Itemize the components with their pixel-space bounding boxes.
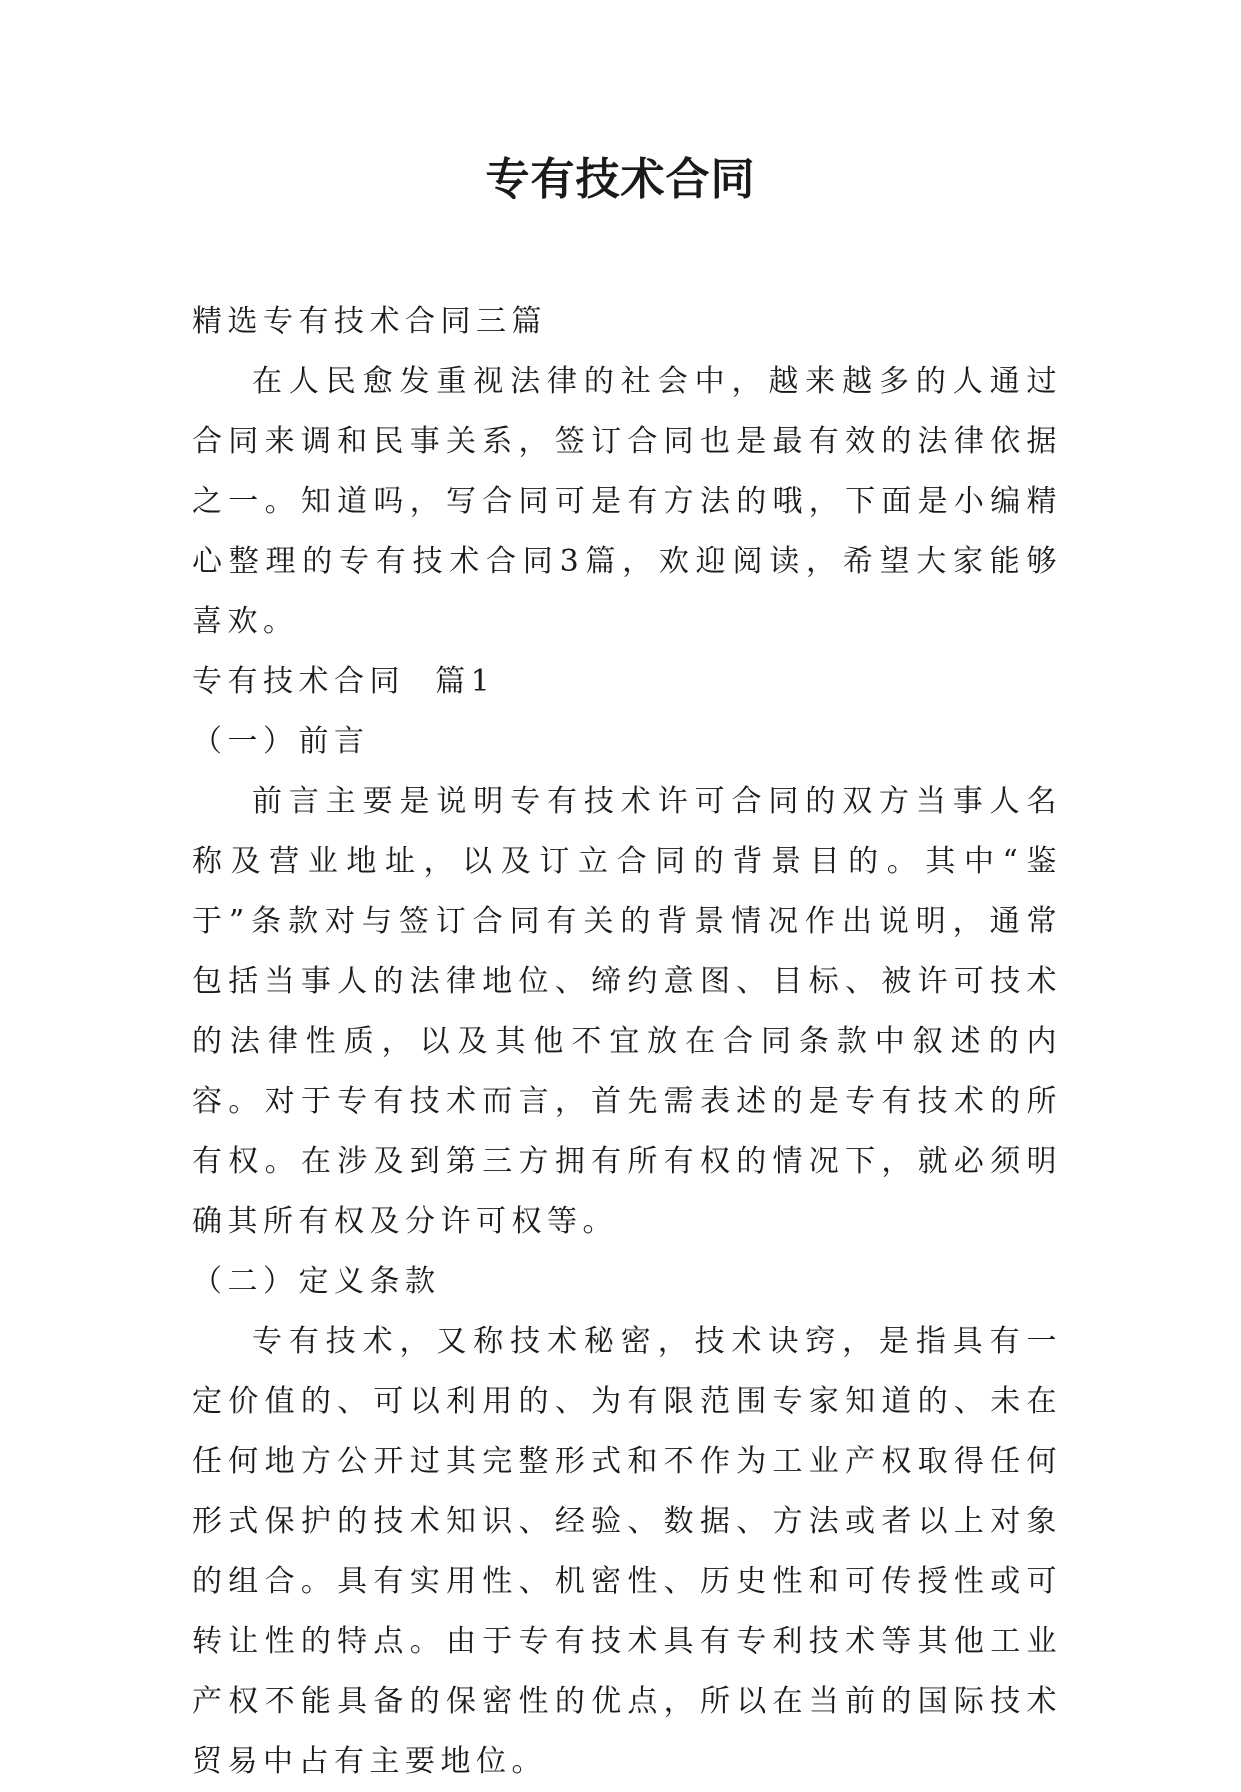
subsection-heading-definitions: （二）定义条款 [192,1264,441,1299]
subsection-paragraph-definitions: 专有技术，又称技术秘密，技术诀窍，是指具有一定价值的、可以利用的、为有限范围专家知道的、未在任何地方公开过其完整形式和不作为工业产权取得任何形式保护的技术知识、经验、数据、方法或者以上对象的组合。具有实用性、机密性、历史性和可传授性或可转让性的特点。由于专有技术具有专利技术等其他工业产权不能具备的保密性的优点，所以在当前的国际技术贸易中占有主要地位。 [192,1324,1062,1779]
section-heading: 专有技术合同 篇1 [192,664,496,699]
intro-paragraph: 在人民愈发重视法律的社会中，越来越多的人通过合同来调和民事关系，签订合同也是最有效的法律依据之一。知道吗，写合同可是有方法的哦，下面是小编精心整理的专有技术合同3篇，欢迎阅读，希望大家能够喜欢。 [192,364,1062,639]
subsection-heading-preface: （一）前言 [192,724,370,759]
document-body [192,292,1062,1792]
subsection-paragraph-preface: 前言主要是说明专有技术许可合同的双方当事人名称及营业地址，以及订立合同的背景目的。其中“鉴于”条款对与签订合同有关的背景情况作出说明，通常包括当事人的法律地位、缔约意图、目标、被许可技术的法律性质，以及其他不宜放在合同条款中叙述的内容。对于专有技术而言，首先需表述的是专有技术的所有权。在涉及到第三方拥有所有权的情况下，就必须明确其所有权及分许可权等。 [192,784,1062,1239]
document-title: 专有技术合同 [485,154,756,205]
intro-heading: 精选专有技术合同三篇 [192,304,547,339]
